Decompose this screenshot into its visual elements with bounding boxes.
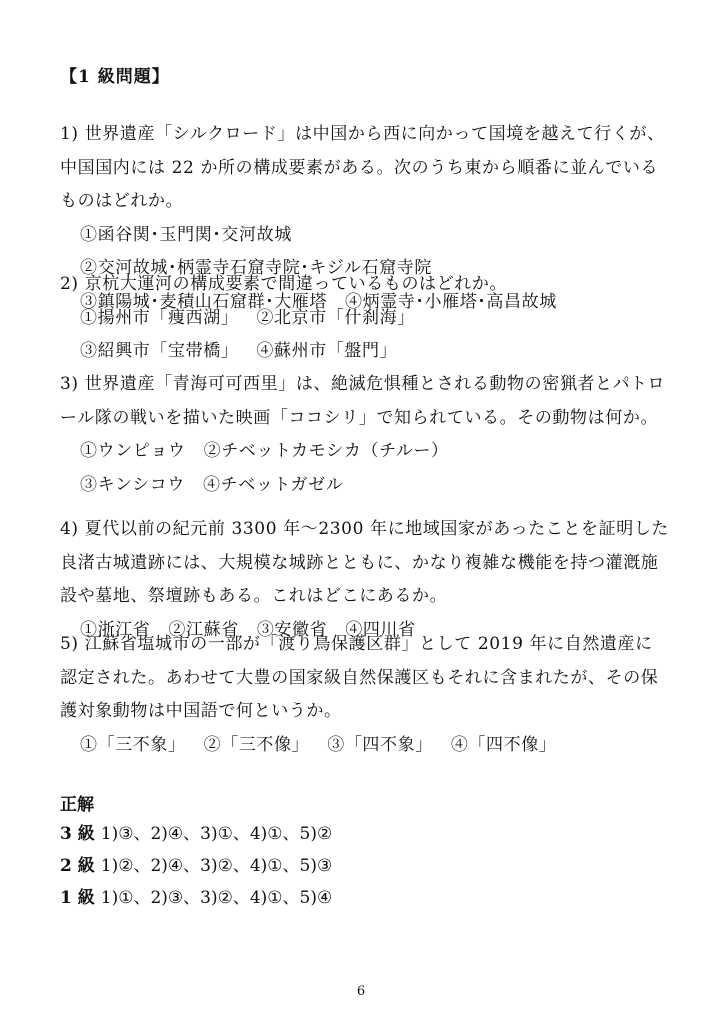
option-line [60, 469, 670, 503]
answer-level: 3 級 [60, 824, 95, 844]
question-4 [60, 513, 670, 647]
option: ①ウンピョウ [80, 441, 186, 461]
answer-value: 1)③、2)④、3)①、4)①、5)② [100, 824, 333, 844]
option: ③安徽省 [256, 619, 328, 640]
option: ①揚州市「痩西湖」 [80, 307, 239, 328]
option: ③鎮陽城･麦積山石窟群･大雁塔 [80, 291, 327, 312]
option: ④炳霊寺･小雁塔･高昌故城 [345, 291, 557, 312]
answer-level: 1 級 [60, 888, 95, 908]
question-text: 5) 江蘇省塩城市の一部が「渡り鳥保護区群」として 2019 年に自然遺産に認定された。あわせて大豊の国家級自然保護区もそれに含まれたが、その保護対象動物は中国語で何というか。 [60, 634, 659, 721]
option: ②北京市「什刹海」 [256, 307, 415, 328]
question-2 [60, 268, 670, 369]
option: ②交河故城･柄霊寺石窟寺院･キジル石窟寺院 [80, 258, 433, 278]
option: ①「三不象」 [80, 734, 186, 755]
answers-list [60, 818, 332, 914]
option: ④「四不像」 [450, 734, 557, 755]
page-number: 6 [356, 984, 366, 999]
question-3 [60, 368, 670, 502]
option: ②チベットカモシカ（チルー） [203, 441, 449, 461]
option: ④蘇州市「盤門」 [256, 341, 398, 361]
answer-level: 2 級 [60, 856, 95, 876]
answer-value: 1)②、2)④、3)②、4)①、5)③ [100, 856, 333, 876]
answers-title: 正解 [60, 795, 94, 815]
answer-row [60, 850, 332, 882]
option: ③「四不象」 [327, 734, 433, 755]
question-text: 1) 世界遺産「シルクロード」は中国から西に向かって国境を越えて行くが、中国国内には 22 か所の構成要素がある。次のうち東から順番に並んでいるものはどれか。 [60, 124, 665, 211]
option: ③キンシコウ [80, 474, 186, 495]
option-line [60, 335, 670, 369]
option-line [60, 729, 670, 763]
option: ④チベットガゼル [203, 474, 344, 495]
question-text: 4) 夏代以前の紀元前 3300 年～2300 年に地域国家があったことを証明した良渚古城遺跡には、大規模な城跡とともに、かなり複雑な機能を持つ灌漑施設や墓地、祭壇跡もある。これはどこにあるか。 [60, 519, 670, 606]
option-line [60, 302, 670, 336]
option: ②「三不像」 [203, 734, 310, 755]
option: ②江蘇省 [168, 619, 239, 640]
question-5 [60, 628, 670, 762]
question-text: 2) 京杭大運河の構成要素で間違っているものはどれか。 [60, 274, 508, 294]
option: ③紹興市「宝帯橋」 [80, 341, 239, 361]
section-heading: 【1 級問題】 [60, 67, 170, 87]
option: ①浙江省 [80, 619, 151, 640]
question-text: 3) 世界遺産「青海可可西里」は、絶滅危惧種とされる動物の密猟者とパトロール隊の戦いを描いた映画「ココシリ」で知られている。その動物は何か。 [60, 374, 666, 428]
answer-row [60, 882, 332, 914]
answer-value: 1)①、2)③、3)②、4)①、5)④ [100, 888, 333, 908]
option: ④四川省 [345, 619, 416, 640]
answer-row [60, 818, 332, 850]
option: ①函谷関･玉門関･交河故城 [80, 224, 292, 245]
option-line [60, 435, 670, 469]
